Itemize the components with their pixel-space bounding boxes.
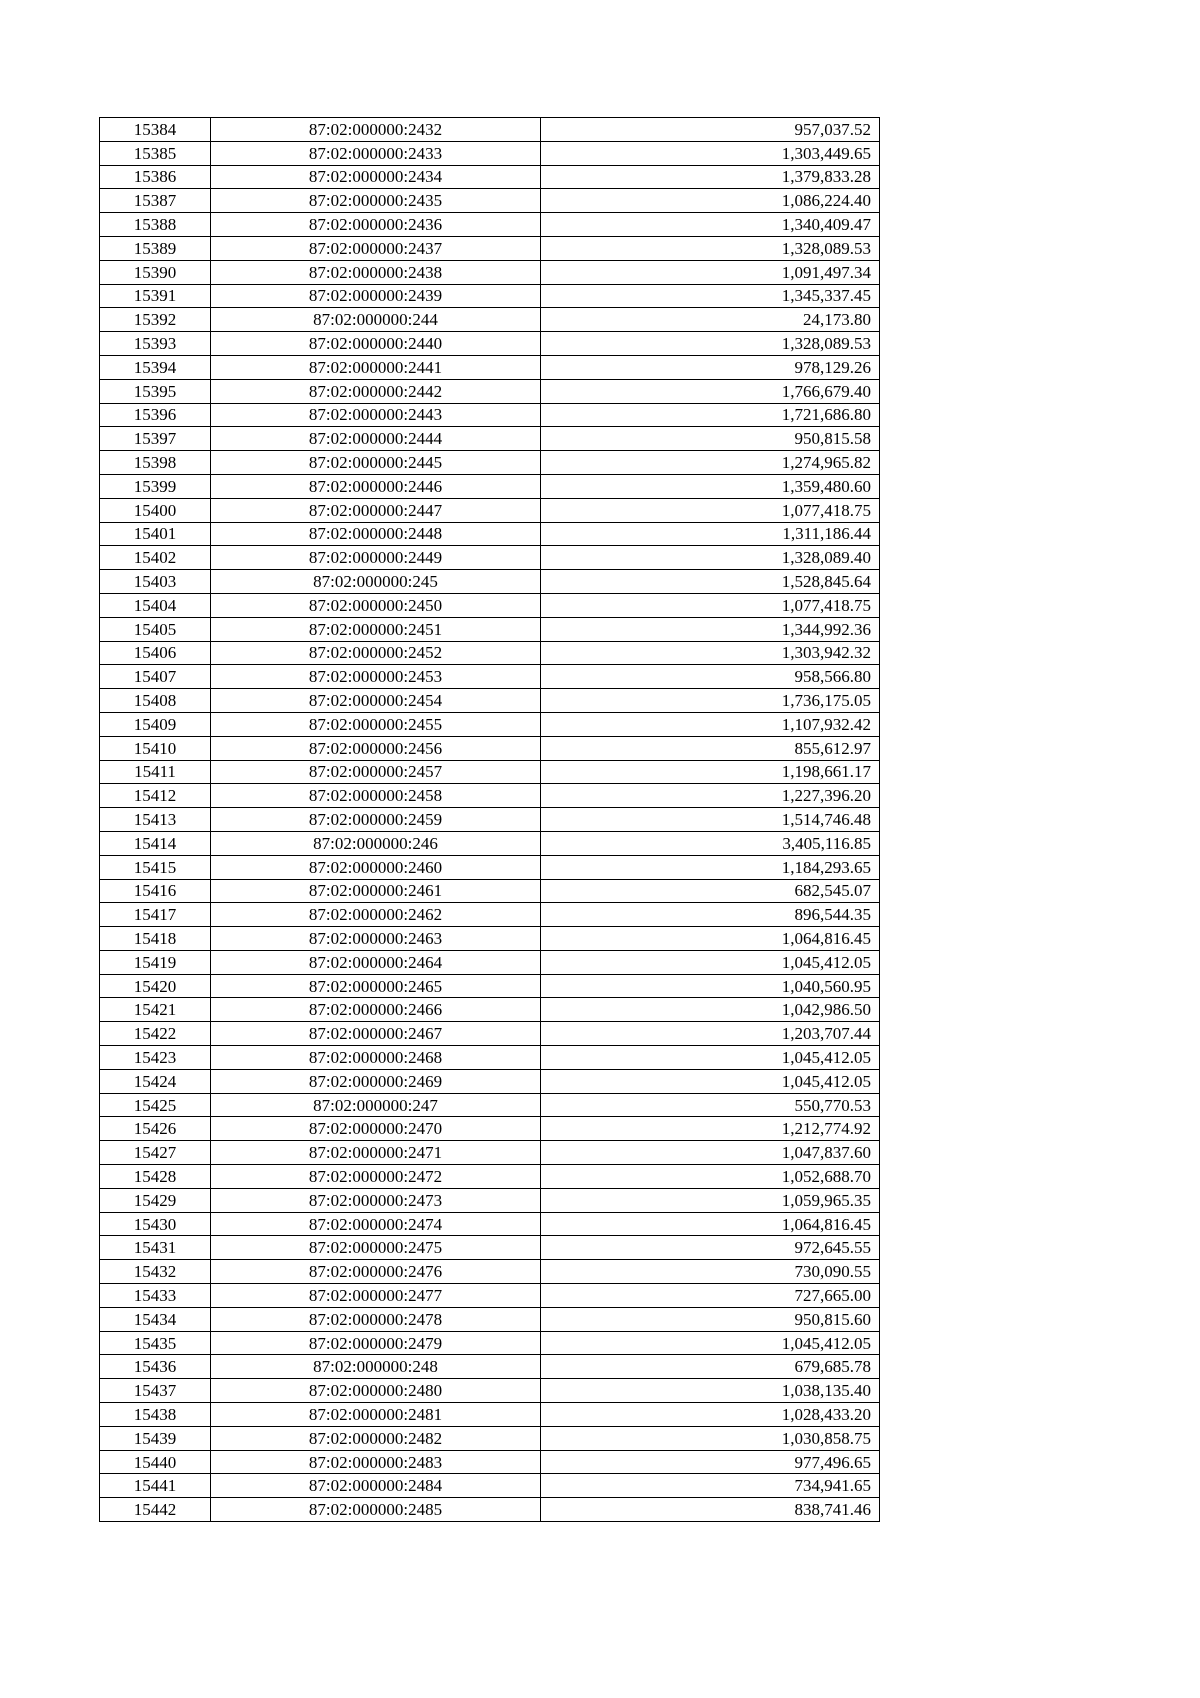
- table-row: [100, 1355, 880, 1379]
- row-number-cell: 15435: [100, 1331, 211, 1355]
- cadastral-number-cell: 87:02:000000:2475: [211, 1236, 541, 1260]
- value-cell: 1,064,816.45: [541, 1212, 880, 1236]
- table-row: [100, 1331, 880, 1355]
- value-cell: 1,030,858.75: [541, 1426, 880, 1450]
- value-cell: 734,941.65: [541, 1474, 880, 1498]
- cadastral-number-cell: 87:02:000000:246: [211, 831, 541, 855]
- value-cell: 1,042,986.50: [541, 998, 880, 1022]
- table-row: [100, 903, 880, 927]
- cadastral-number-cell: 87:02:000000:2437: [211, 236, 541, 260]
- cadastral-number-cell: 87:02:000000:2469: [211, 1069, 541, 1093]
- table-body: [100, 118, 880, 1522]
- value-cell: 1,028,433.20: [541, 1403, 880, 1427]
- value-cell: 957,037.52: [541, 118, 880, 142]
- cadastral-number-cell: 87:02:000000:2432: [211, 118, 541, 142]
- cadastral-number-cell: 87:02:000000:2439: [211, 284, 541, 308]
- table-row: [100, 1426, 880, 1450]
- cadastral-number-cell: 87:02:000000:2455: [211, 712, 541, 736]
- cadastral-number-cell: 87:02:000000:247: [211, 1093, 541, 1117]
- table-row: [100, 1498, 880, 1522]
- value-cell: 1,379,833.28: [541, 165, 880, 189]
- cadastral-number-cell: 87:02:000000:2449: [211, 546, 541, 570]
- table-row: [100, 260, 880, 284]
- cadastral-number-cell: 87:02:000000:2436: [211, 213, 541, 237]
- table-row: [100, 855, 880, 879]
- row-number-cell: 15396: [100, 403, 211, 427]
- cadastral-number-cell: 87:02:000000:2474: [211, 1212, 541, 1236]
- value-cell: 1,184,293.65: [541, 855, 880, 879]
- cadastral-number-cell: 87:02:000000:2454: [211, 689, 541, 713]
- table-row: [100, 1260, 880, 1284]
- row-number-cell: 15393: [100, 332, 211, 356]
- cadastral-number-cell: 87:02:000000:245: [211, 570, 541, 594]
- row-number-cell: 15408: [100, 689, 211, 713]
- row-number-cell: 15397: [100, 427, 211, 451]
- cadastral-number-cell: 87:02:000000:2471: [211, 1141, 541, 1165]
- cadastral-number-cell: 87:02:000000:2441: [211, 355, 541, 379]
- cadastral-number-cell: 87:02:000000:2470: [211, 1117, 541, 1141]
- row-number-cell: 15415: [100, 855, 211, 879]
- row-number-cell: 15404: [100, 593, 211, 617]
- value-cell: 1,274,965.82: [541, 451, 880, 475]
- value-cell: 1,328,089.53: [541, 332, 880, 356]
- cadastral-number-cell: 87:02:000000:2459: [211, 808, 541, 832]
- cadastral-number-cell: 87:02:000000:2477: [211, 1284, 541, 1308]
- value-cell: 1,107,932.42: [541, 712, 880, 736]
- table-row: [100, 617, 880, 641]
- row-number-cell: 15427: [100, 1141, 211, 1165]
- value-cell: 1,766,679.40: [541, 379, 880, 403]
- value-cell: 977,496.65: [541, 1450, 880, 1474]
- value-cell: 682,545.07: [541, 879, 880, 903]
- table-row: [100, 1450, 880, 1474]
- table-row: [100, 1188, 880, 1212]
- value-cell: 1,328,089.53: [541, 236, 880, 260]
- row-number-cell: 15433: [100, 1284, 211, 1308]
- value-cell: 3,405,116.85: [541, 831, 880, 855]
- cadastral-number-cell: 87:02:000000:244: [211, 308, 541, 332]
- row-number-cell: 15439: [100, 1426, 211, 1450]
- cadastral-number-cell: 87:02:000000:2465: [211, 974, 541, 998]
- row-number-cell: 15440: [100, 1450, 211, 1474]
- row-number-cell: 15394: [100, 355, 211, 379]
- cadastral-number-cell: 87:02:000000:2448: [211, 522, 541, 546]
- cadastral-number-cell: 87:02:000000:2479: [211, 1331, 541, 1355]
- value-cell: 1,227,396.20: [541, 784, 880, 808]
- table-row: [100, 1379, 880, 1403]
- row-number-cell: 15401: [100, 522, 211, 546]
- table-row: [100, 1069, 880, 1093]
- table-row: [100, 641, 880, 665]
- cadastral-number-cell: 87:02:000000:2438: [211, 260, 541, 284]
- table-row: [100, 950, 880, 974]
- value-cell: 896,544.35: [541, 903, 880, 927]
- table-row: [100, 570, 880, 594]
- table-row: [100, 213, 880, 237]
- row-number-cell: 15436: [100, 1355, 211, 1379]
- value-cell: 1,345,337.45: [541, 284, 880, 308]
- value-cell: 1,736,175.05: [541, 689, 880, 713]
- cadastral-number-cell: 87:02:000000:2476: [211, 1260, 541, 1284]
- cadastral-number-cell: 87:02:000000:2466: [211, 998, 541, 1022]
- row-number-cell: 15414: [100, 831, 211, 855]
- value-cell: 1,077,418.75: [541, 593, 880, 617]
- cadastral-number-cell: 87:02:000000:2458: [211, 784, 541, 808]
- row-number-cell: 15405: [100, 617, 211, 641]
- cadastral-number-cell: 87:02:000000:2483: [211, 1450, 541, 1474]
- value-cell: 972,645.55: [541, 1236, 880, 1260]
- cadastral-number-cell: 87:02:000000:2435: [211, 189, 541, 213]
- row-number-cell: 15410: [100, 736, 211, 760]
- table-row: [100, 665, 880, 689]
- value-cell: 1,047,837.60: [541, 1141, 880, 1165]
- row-number-cell: 15429: [100, 1188, 211, 1212]
- value-cell: 1,340,409.47: [541, 213, 880, 237]
- row-number-cell: 15384: [100, 118, 211, 142]
- cadastral-value-table: [99, 117, 880, 1522]
- value-cell: 727,665.00: [541, 1284, 880, 1308]
- table-row: [100, 1474, 880, 1498]
- row-number-cell: 15423: [100, 1046, 211, 1070]
- table-row: [100, 236, 880, 260]
- table-row: [100, 1212, 880, 1236]
- table-row: [100, 736, 880, 760]
- row-number-cell: 15392: [100, 308, 211, 332]
- value-cell: 855,612.97: [541, 736, 880, 760]
- table-row: [100, 689, 880, 713]
- row-number-cell: 15406: [100, 641, 211, 665]
- cadastral-number-cell: 87:02:000000:2462: [211, 903, 541, 927]
- row-number-cell: 15395: [100, 379, 211, 403]
- row-number-cell: 15399: [100, 474, 211, 498]
- value-cell: 1,514,746.48: [541, 808, 880, 832]
- cadastral-number-cell: 87:02:000000:2464: [211, 950, 541, 974]
- value-cell: 24,173.80: [541, 308, 880, 332]
- row-number-cell: 15402: [100, 546, 211, 570]
- table-row: [100, 332, 880, 356]
- table-row: [100, 1093, 880, 1117]
- cadastral-number-cell: 87:02:000000:2434: [211, 165, 541, 189]
- table-row: [100, 927, 880, 951]
- cadastral-number-cell: 87:02:000000:2440: [211, 332, 541, 356]
- table-row: [100, 760, 880, 784]
- table-row: [100, 189, 880, 213]
- value-cell: 1,064,816.45: [541, 927, 880, 951]
- row-number-cell: 15424: [100, 1069, 211, 1093]
- table-row: [100, 498, 880, 522]
- table-row: [100, 1284, 880, 1308]
- row-number-cell: 15441: [100, 1474, 211, 1498]
- table-row: [100, 784, 880, 808]
- table-row: [100, 141, 880, 165]
- row-number-cell: 15431: [100, 1236, 211, 1260]
- cadastral-number-cell: 87:02:000000:2482: [211, 1426, 541, 1450]
- row-number-cell: 15407: [100, 665, 211, 689]
- cadastral-number-cell: 87:02:000000:2485: [211, 1498, 541, 1522]
- table-row: [100, 1236, 880, 1260]
- row-number-cell: 15430: [100, 1212, 211, 1236]
- row-number-cell: 15411: [100, 760, 211, 784]
- value-cell: 1,077,418.75: [541, 498, 880, 522]
- row-number-cell: 15420: [100, 974, 211, 998]
- value-cell: 1,059,965.35: [541, 1188, 880, 1212]
- row-number-cell: 15412: [100, 784, 211, 808]
- table-row: [100, 712, 880, 736]
- cadastral-number-cell: 87:02:000000:2456: [211, 736, 541, 760]
- value-cell: 1,303,942.32: [541, 641, 880, 665]
- cadastral-number-cell: 87:02:000000:2478: [211, 1307, 541, 1331]
- value-cell: 1,086,224.40: [541, 189, 880, 213]
- value-cell: 1,328,089.40: [541, 546, 880, 570]
- cadastral-number-cell: 87:02:000000:2467: [211, 1022, 541, 1046]
- cadastral-number-cell: 87:02:000000:2468: [211, 1046, 541, 1070]
- table-row: [100, 1022, 880, 1046]
- value-cell: 1,344,992.36: [541, 617, 880, 641]
- row-number-cell: 15426: [100, 1117, 211, 1141]
- cadastral-number-cell: 87:02:000000:2457: [211, 760, 541, 784]
- value-cell: 1,040,560.95: [541, 974, 880, 998]
- table-row: [100, 474, 880, 498]
- row-number-cell: 15409: [100, 712, 211, 736]
- table-row: [100, 355, 880, 379]
- value-cell: 1,528,845.64: [541, 570, 880, 594]
- value-cell: 1,198,661.17: [541, 760, 880, 784]
- row-number-cell: 15442: [100, 1498, 211, 1522]
- table-row: [100, 1141, 880, 1165]
- row-number-cell: 15386: [100, 165, 211, 189]
- cadastral-number-cell: 87:02:000000:2480: [211, 1379, 541, 1403]
- table-row: [100, 118, 880, 142]
- cadastral-number-cell: 87:02:000000:2484: [211, 1474, 541, 1498]
- value-cell: 1,045,412.05: [541, 950, 880, 974]
- cadastral-number-cell: 87:02:000000:2444: [211, 427, 541, 451]
- value-cell: 1,203,707.44: [541, 1022, 880, 1046]
- value-cell: 838,741.46: [541, 1498, 880, 1522]
- table-row: [100, 831, 880, 855]
- row-number-cell: 15416: [100, 879, 211, 903]
- row-number-cell: 15389: [100, 236, 211, 260]
- cadastral-number-cell: 87:02:000000:2473: [211, 1188, 541, 1212]
- table-row: [100, 593, 880, 617]
- cadastral-number-cell: 87:02:000000:2450: [211, 593, 541, 617]
- row-number-cell: 15437: [100, 1379, 211, 1403]
- cadastral-number-cell: 87:02:000000:2446: [211, 474, 541, 498]
- row-number-cell: 15391: [100, 284, 211, 308]
- cadastral-number-cell: 87:02:000000:2452: [211, 641, 541, 665]
- value-cell: 1,038,135.40: [541, 1379, 880, 1403]
- table-row: [100, 974, 880, 998]
- row-number-cell: 15422: [100, 1022, 211, 1046]
- value-cell: 978,129.26: [541, 355, 880, 379]
- value-cell: 1,052,688.70: [541, 1165, 880, 1189]
- table-row: [100, 808, 880, 832]
- value-cell: 1,045,412.05: [541, 1069, 880, 1093]
- value-cell: 1,359,480.60: [541, 474, 880, 498]
- row-number-cell: 15432: [100, 1260, 211, 1284]
- cadastral-number-cell: 87:02:000000:2472: [211, 1165, 541, 1189]
- value-cell: 958,566.80: [541, 665, 880, 689]
- row-number-cell: 15428: [100, 1165, 211, 1189]
- cadastral-number-cell: 87:02:000000:248: [211, 1355, 541, 1379]
- value-cell: 679,685.78: [541, 1355, 880, 1379]
- cadastral-number-cell: 87:02:000000:2453: [211, 665, 541, 689]
- value-cell: 1,311,186.44: [541, 522, 880, 546]
- row-number-cell: 15434: [100, 1307, 211, 1331]
- row-number-cell: 15425: [100, 1093, 211, 1117]
- row-number-cell: 15421: [100, 998, 211, 1022]
- row-number-cell: 15387: [100, 189, 211, 213]
- value-cell: 1,045,412.05: [541, 1331, 880, 1355]
- row-number-cell: 15417: [100, 903, 211, 927]
- cadastral-number-cell: 87:02:000000:2463: [211, 927, 541, 951]
- table-row: [100, 1403, 880, 1427]
- cadastral-number-cell: 87:02:000000:2451: [211, 617, 541, 641]
- value-cell: 1,721,686.80: [541, 403, 880, 427]
- row-number-cell: 15403: [100, 570, 211, 594]
- table-row: [100, 451, 880, 475]
- table-row: [100, 522, 880, 546]
- row-number-cell: 15388: [100, 213, 211, 237]
- row-number-cell: 15438: [100, 1403, 211, 1427]
- table-row: [100, 165, 880, 189]
- cadastral-number-cell: 87:02:000000:2433: [211, 141, 541, 165]
- table-row: [100, 1117, 880, 1141]
- cadastral-number-cell: 87:02:000000:2443: [211, 403, 541, 427]
- table-row: [100, 998, 880, 1022]
- table-row: [100, 427, 880, 451]
- cadastral-number-cell: 87:02:000000:2442: [211, 379, 541, 403]
- table-row: [100, 546, 880, 570]
- row-number-cell: 15390: [100, 260, 211, 284]
- row-number-cell: 15385: [100, 141, 211, 165]
- value-cell: 1,091,497.34: [541, 260, 880, 284]
- row-number-cell: 15418: [100, 927, 211, 951]
- table-row: [100, 1165, 880, 1189]
- row-number-cell: 15413: [100, 808, 211, 832]
- value-cell: 950,815.60: [541, 1307, 880, 1331]
- value-cell: 1,303,449.65: [541, 141, 880, 165]
- table-row: [100, 879, 880, 903]
- table-row: [100, 1046, 880, 1070]
- cadastral-number-cell: 87:02:000000:2445: [211, 451, 541, 475]
- cadastral-number-cell: 87:02:000000:2461: [211, 879, 541, 903]
- table-row: [100, 379, 880, 403]
- table-row: [100, 284, 880, 308]
- cadastral-number-cell: 87:02:000000:2447: [211, 498, 541, 522]
- table-row: [100, 308, 880, 332]
- row-number-cell: 15400: [100, 498, 211, 522]
- value-cell: 550,770.53: [541, 1093, 880, 1117]
- cadastral-number-cell: 87:02:000000:2481: [211, 1403, 541, 1427]
- value-cell: 1,212,774.92: [541, 1117, 880, 1141]
- cadastral-number-cell: 87:02:000000:2460: [211, 855, 541, 879]
- value-cell: 730,090.55: [541, 1260, 880, 1284]
- value-cell: 1,045,412.05: [541, 1046, 880, 1070]
- row-number-cell: 15419: [100, 950, 211, 974]
- table-row: [100, 1307, 880, 1331]
- row-number-cell: 15398: [100, 451, 211, 475]
- value-cell: 950,815.58: [541, 427, 880, 451]
- table-row: [100, 403, 880, 427]
